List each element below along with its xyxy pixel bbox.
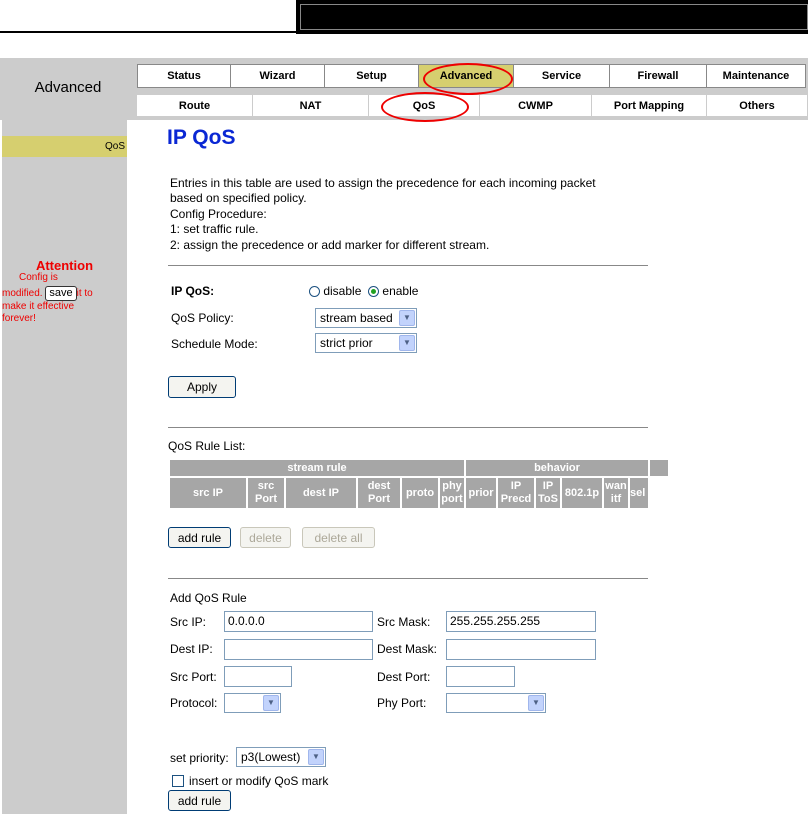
schedule-select[interactable] [315,333,417,353]
policy-select-value: stream based [320,311,393,325]
attention-line4: forever! [2,313,36,324]
subtab-qos[interactable]: QoS [369,95,480,116]
dest-mask-input[interactable] [446,639,596,660]
tab-service[interactable]: Service [513,64,610,88]
attention-message [2,272,127,325]
delete-all-button[interactable]: delete all [302,527,375,548]
desc-line: 2: assign the precedence or add marker for different stream. [170,237,490,252]
dest-port-input[interactable] [446,666,515,687]
tab-maintenance[interactable]: Maintenance [706,64,806,88]
chevron-down-icon: ▼ [308,749,324,765]
col-src-port: src Port [247,477,285,509]
header-blank [649,459,669,477]
divider [168,578,648,579]
col-dest-port: dest Port [357,477,401,509]
page-description [170,176,596,253]
policy-label: QoS Policy: [171,311,234,325]
desc-line: 1: set traffic rule. [170,222,259,237]
col-ip-tos: IP ToS [535,477,561,509]
priority-label: set priority: [170,751,229,765]
ipqos-label: IP QoS: [171,284,215,298]
radio-enable[interactable] [368,286,379,297]
divider [168,265,648,266]
col-sel: sel [629,477,649,509]
header-stream-rule: stream rule [169,459,465,477]
subtab-cwmp[interactable]: CWMP [480,95,592,116]
col-wan-itf: wan itf [603,477,629,509]
sub-tabs [137,95,808,116]
phy-port-select[interactable] [446,693,546,713]
attention-line1: Config is [19,272,58,283]
chevron-down-icon: ▼ [263,695,279,711]
qos-mark-checkbox[interactable] [172,775,184,787]
qos-mark-label: insert or modify QoS mark [189,774,329,788]
ipqos-radio-group [309,284,418,298]
radio-disable[interactable] [309,286,320,297]
col-proto: proto [401,477,439,509]
attention-line3: make it effective [2,301,75,312]
col-8021p: 802.1p [561,477,603,509]
subtab-route[interactable]: Route [137,95,253,116]
col-prior: prior [465,477,497,509]
priority-select-value: p3(Lowest) [241,750,301,764]
radio-disable-label: disable [323,284,362,298]
section-title: Advanced [34,78,102,96]
attention-title: Attention [35,258,94,273]
policy-select[interactable] [315,308,417,328]
left-sidebar [2,120,127,814]
priority-select[interactable] [236,747,326,767]
dest-ip-label: Dest IP: [170,642,213,656]
desc-line: Entries in this table are used to assign the precedence for each incoming packet [170,176,596,190]
dest-port-label: Dest Port: [377,670,431,684]
subtab-port-mapping[interactable]: Port Mapping [592,95,707,116]
col-dest-ip: dest IP [285,477,357,509]
main-tabs [137,64,805,90]
radio-enable-label: enable [382,284,419,298]
dest-ip-input[interactable] [224,639,373,660]
tab-setup[interactable]: Setup [324,64,419,88]
chevron-down-icon: ▼ [399,335,415,351]
src-mask-input[interactable]: 255.255.255.255 [446,611,596,632]
desc-line: based on specified policy. [170,191,307,206]
subtab-others[interactable]: Others [707,95,808,116]
tab-advanced[interactable]: Advanced [418,64,514,88]
chevron-down-icon: ▼ [528,695,544,711]
rule-list-table [168,458,670,510]
delete-button[interactable]: delete [240,527,291,548]
attention-line2a: modified. [2,288,43,299]
src-ip-input[interactable]: 0.0.0.0 [224,611,373,632]
add-rule-button[interactable]: add rule [168,527,231,548]
attention-line2b: it to [76,288,93,299]
add-rule-submit-button[interactable]: add rule [168,790,231,811]
chevron-down-icon: ▼ [399,310,415,326]
banner-bar [296,0,808,34]
tab-firewall[interactable]: Firewall [609,64,707,88]
src-port-input[interactable] [224,666,292,687]
src-port-label: Src Port: [170,670,217,684]
col-src-ip: src IP [169,477,247,509]
tab-status[interactable]: Status [137,64,231,88]
tab-wizard[interactable]: Wizard [230,64,325,88]
add-rule-title: Add QoS Rule [170,591,247,605]
rule-list-title: QoS Rule List: [168,439,246,453]
desc-line: Config Procedure: [170,206,267,221]
protocol-select[interactable] [224,693,281,713]
header-behavior: behavior [465,459,649,477]
col-ip-precd: IP Precd [497,477,535,509]
col-phy-port: phy port [439,477,465,509]
top-rule [0,31,296,33]
page-title: IP QoS [167,126,236,149]
src-ip-label: Src IP: [170,615,207,629]
phy-port-label: Phy Port: [377,696,427,710]
src-mask-label: Src Mask: [377,615,431,629]
subtab-nat[interactable]: NAT [253,95,369,116]
apply-button[interactable]: Apply [168,376,236,398]
left-menu-qos[interactable]: QoS [2,136,127,157]
schedule-select-value: strict prior [320,336,373,350]
dest-mask-label: Dest Mask: [377,642,438,656]
protocol-label: Protocol: [170,696,218,710]
save-button[interactable]: save [45,286,76,301]
divider [168,427,648,428]
schedule-label: Schedule Mode: [171,337,258,351]
